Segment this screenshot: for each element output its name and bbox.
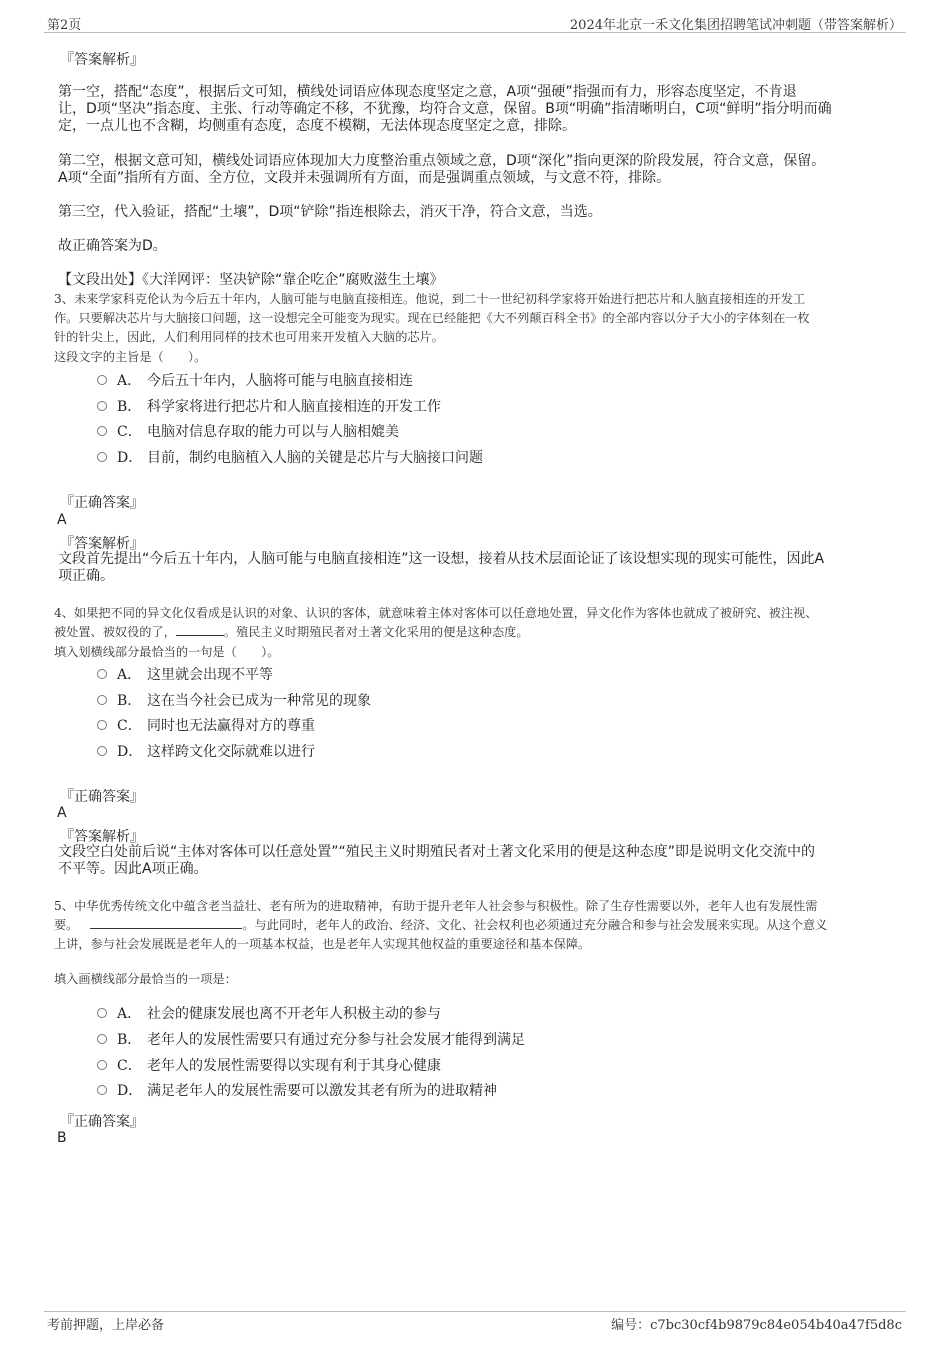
option-text: 目前，制约电脑植入人脑的关键是芯片与大脑接口问题 — [147, 450, 483, 466]
option-letter: B． — [117, 399, 142, 415]
option-text: 电脑对信息存取的能力可以与人脑相媲美 — [147, 424, 399, 440]
option-text: 老年人的发展性需要得以实现有利于其身心健康 — [147, 1058, 441, 1074]
page-number: 第2页 — [47, 18, 82, 33]
q4-analysis-line2: 不平等。因此A项正确。 — [58, 861, 208, 877]
option-letter: A． — [117, 1006, 142, 1022]
q4-analysis-label: 『答案解析』 — [60, 829, 144, 845]
q4-stem-line1: 4、如果把不同的异文化仅看成是认识的对象、认识的客体，就意味着主体对客体可以任意地处置，异文化作为客体也就成了被研究、被注视、 — [54, 606, 818, 620]
q4-answer-label: 『正确答案』 — [60, 789, 144, 805]
option-letter: C． — [117, 1058, 142, 1074]
option-text: 满足老年人的发展性需要可以激发其老有所为的进取精神 — [147, 1083, 497, 1099]
fill-blank — [176, 623, 224, 636]
q3-answer-label: 『正确答案』 — [60, 495, 144, 511]
header-divider — [44, 32, 906, 33]
radio-icon[interactable] — [97, 1060, 107, 1070]
q4-option-b[interactable] — [97, 690, 371, 712]
q5-stem-line1: 5、中华优秀传统文化中蕴含老当益壮、老有所为的进取精神，有助于提升老年人社会参与积极性。除了生存性需要以外，老年人也有发展性需 — [54, 899, 818, 913]
q3-option-a[interactable] — [97, 370, 413, 392]
option-letter: B． — [117, 693, 142, 709]
option-text: 老年人的发展性需要只有通过充分参与社会发展才能得到满足 — [147, 1032, 525, 1048]
radio-icon[interactable] — [97, 452, 107, 462]
footer-divider — [44, 1311, 906, 1312]
q3-option-b[interactable] — [97, 396, 441, 418]
option-letter: B． — [117, 1032, 142, 1048]
q4-answer: A — [57, 805, 67, 821]
q5-stem-line2-b: 。与此同时，老年人的政治、经济、文化、社会权利也必须通过充分融合和参与社会发展来实现。从这个意义 — [242, 918, 828, 932]
q5-stem-line2-a: 要。 — [54, 918, 79, 932]
q3-option-c[interactable] — [97, 421, 399, 443]
option-text: 这样跨文化交际就难以进行 — [147, 744, 315, 760]
option-letter: A． — [117, 373, 142, 389]
q5-stem-line2 — [54, 916, 827, 935]
radio-icon[interactable] — [97, 746, 107, 756]
q2-analysis-p2-line1: 第二空，根据文意可知，横线处词语应体现加大力度整治重点领域之意，D项“深化”指向更深的阶段发展，符合文意，保留。 — [58, 153, 826, 169]
radio-icon[interactable] — [97, 375, 107, 385]
q4-option-c[interactable] — [97, 715, 315, 737]
document-title: 2024年北京一禾文化集团招聘笔试冲刺题（带答案解析） — [569, 18, 902, 33]
radio-icon[interactable] — [97, 695, 107, 705]
radio-icon[interactable] — [97, 1034, 107, 1044]
q4-prompt: 填入划横线部分最恰当的一句是（ ）。 — [54, 645, 280, 659]
q5-option-c[interactable] — [97, 1055, 441, 1077]
option-text: 今后五十年内，人脑将可能与电脑直接相连 — [147, 373, 413, 389]
option-letter: D． — [117, 1083, 143, 1099]
radio-icon[interactable] — [97, 401, 107, 411]
radio-icon[interactable] — [97, 426, 107, 436]
q3-stem-line3: 针的针尖上，因此，人们利用同样的技术也可用来开发植入大脑的芯片。 — [54, 330, 444, 344]
option-text: 科学家将进行把芯片和人脑直接相连的开发工作 — [147, 399, 441, 415]
option-letter: D． — [117, 450, 143, 466]
q3-prompt: 这段文字的主旨是（ ）。 — [54, 350, 207, 364]
q2-analysis-p2-line2: A项“全面”指所有方面、全方位，文段并未强调所有方面，而是强调重点领域，与文意不符，排除。 — [58, 170, 671, 186]
q3-analysis-line2: 项正确。 — [58, 568, 114, 584]
footer-slogan: 考前押题，上岸必备 — [47, 1318, 165, 1333]
q4-stem-line2-b: 。殖民主义时期殖民者对土著文化采用的便是这种态度。 — [223, 625, 529, 639]
fill-blank — [90, 916, 242, 929]
option-text: 这里就会出现不平等 — [147, 667, 273, 683]
q5-option-a[interactable] — [97, 1003, 441, 1025]
q2-analysis-p4: 故正确答案为D。 — [58, 238, 167, 254]
q4-option-d[interactable] — [97, 741, 315, 763]
q2-analysis-p1-line2: 让，D项“坚决”指态度、主张、行动等确定不移，不犹豫，均符合文意，保留。B项“明确”指清晰明白，C项“鲜明”指分明而确 — [58, 101, 832, 117]
radio-icon[interactable] — [97, 720, 107, 730]
q2-analysis-p1-line1: 第一空，搭配“态度”，根据后文可知，横线处词语应体现态度坚定之意，A项“强硬”指强而有力，形容态度坚定，不肯退 — [58, 84, 797, 100]
q5-stem-line3: 上讲，参与社会发展既是老年人的一项基本权益，也是老年人实现其他权益的重要途径和基本保障。 — [54, 937, 591, 951]
q2-source: 【文段出处】《大洋网评：坚决铲除“靠企吃企”腐败滋生土壤》 — [58, 272, 444, 288]
q5-answer-label: 『正确答案』 — [60, 1114, 144, 1130]
q4-analysis-line1: 文段空白处前后说“主体对客体可以任意处置”“殖民主义时期殖民者对土著文化采用的便是这种态度”即是说明文化交流中的 — [58, 844, 816, 860]
option-letter: C． — [117, 718, 142, 734]
q2-analysis-p1-line3: 定，一点儿也不含糊，均侧重有态度，态度不模糊，无法体现态度坚定之意，排除。 — [58, 118, 576, 134]
q3-stem-line2: 作。只要解决芯片与大脑接口问题，这一设想完全可能变为现实。现在已经能把《大不列颠百科全书》的全部内容以分子大小的字体刻在一枚 — [54, 311, 810, 325]
q5-option-b[interactable] — [97, 1029, 525, 1051]
q3-analysis-line1: 文段首先提出“今后五十年内，人脑可能与电脑直接相连”这一设想，接着从技术层面论证了该设想实现的现实可能性，因此A — [58, 551, 825, 567]
q4-stem-line2 — [54, 623, 529, 642]
q2-analysis-label: 『答案解析』 — [60, 52, 144, 68]
q3-option-d[interactable] — [97, 447, 483, 469]
q4-option-a[interactable] — [97, 664, 273, 686]
option-letter: C． — [117, 424, 142, 440]
q5-answer: B — [57, 1130, 67, 1146]
q5-option-d[interactable] — [97, 1080, 497, 1102]
radio-icon[interactable] — [97, 1008, 107, 1018]
option-text: 社会的健康发展也离不开老年人积极主动的参与 — [147, 1006, 441, 1022]
radio-icon[interactable] — [97, 1085, 107, 1095]
q3-answer: A — [57, 512, 67, 528]
q2-analysis-p3: 第三空，代入验证，搭配“土壤”，D项“铲除”指连根除去，消灭干净，符合文意，当选。 — [58, 204, 602, 220]
option-letter: D． — [117, 744, 143, 760]
option-text: 这在当今社会已成为一种常见的现象 — [147, 693, 371, 709]
footer-serial: 编号：c7bc30cf4b9879c84e054b40a47f5d8c — [611, 1318, 902, 1333]
q4-stem-line2-a: 被处置、被奴役的了， — [54, 625, 176, 639]
q3-stem-line1: 3、未来学家科克伦认为今后五十年内，人脑可能与电脑直接相连。他说，到二十一世纪初科学家将开始进行把芯片和人脑直接相连的开发工 — [54, 292, 806, 306]
option-text: 同时也无法赢得对方的尊重 — [147, 718, 315, 734]
option-letter: A． — [117, 667, 142, 683]
q5-prompt: 填入画横线部分最恰当的一项是： — [54, 972, 237, 986]
radio-icon[interactable] — [97, 669, 107, 679]
q3-analysis-label: 『答案解析』 — [60, 536, 144, 552]
